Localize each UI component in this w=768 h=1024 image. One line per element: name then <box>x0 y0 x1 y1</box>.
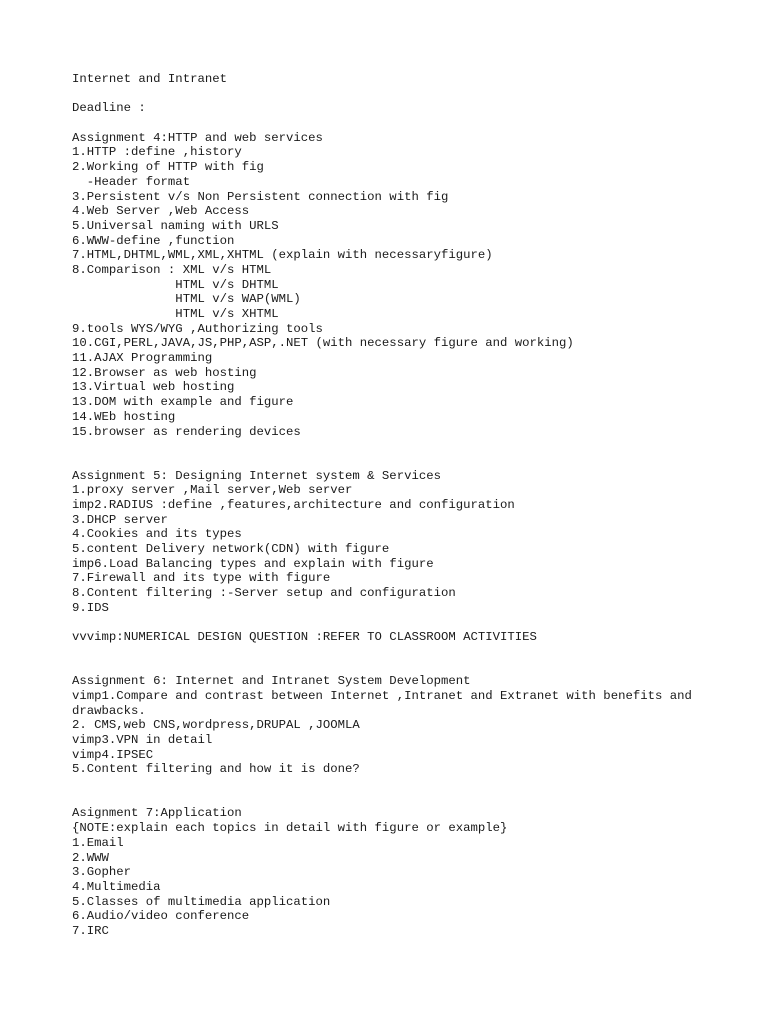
assignment-4-item: 7.HTML,DHTML,WML,XML,XHTML (explain with necessaryfigure) <box>72 248 493 263</box>
assignment-7-item: {NOTE:explain each topics in detail with figure or example} <box>72 821 508 836</box>
assignment-4-item: 5.Universal naming with URLS <box>72 218 279 233</box>
assignment-7-item: 7.IRC <box>72 923 109 938</box>
assignment-5-item: 8.Content filtering :-Server setup and configuration <box>72 586 456 601</box>
assignment-4-item: 14.WEb hosting <box>72 409 176 424</box>
assignment-4-item: 13.Virtual web hosting <box>72 380 235 395</box>
deadline-label: Deadline : <box>72 101 146 116</box>
assignment-4-item: 2.Working of HTTP with fig <box>72 160 264 175</box>
assignment-4-item: 8.Comparison : XML v/s HTML <box>72 262 272 277</box>
assignment-4-item: 11.AJAX Programming <box>72 351 213 366</box>
assignment-5-item: 3.DHCP server <box>72 512 168 527</box>
assignment-5-item: 1.proxy server ,Mail server,Web server <box>72 483 353 498</box>
assignment-7-item: 6.Audio/video conference <box>72 909 250 924</box>
assignment-4-item: 10.CGI,PERL,JAVA,JS,PHP,ASP,.NET (with necessary figure and working) <box>72 336 574 351</box>
assignment-4-item: 13.DOM with example and figure <box>72 395 294 410</box>
assignment-5-item: 5.content Delivery network(CDN) with figure <box>72 542 390 557</box>
assignment-5-item: imp6.Load Balancing types and explain with figure <box>72 556 434 571</box>
assignment-5-note: vvvimp:NUMERICAL DESIGN QUESTION :REFER TO CLASSROOM ACTIVITIES <box>72 630 537 645</box>
assignment-4-section <box>72 131 762 439</box>
assignment-6-item: 2. CMS,web CNS,wordpress,DRUPAL ,JOOMLA <box>72 718 360 733</box>
assignment-4-item: HTML v/s WAP(WML) <box>72 292 301 307</box>
assignment-5-section <box>72 469 762 645</box>
assignment-6-item: vimp1.Compare and contrast between Internet ,Intranet and Extranet with benefits and drawbacks. <box>72 688 700 718</box>
assignment-6-heading: Assignment 6: Internet and Intranet System Development <box>72 674 471 689</box>
assignment-5-heading: Assignment 5: Designing Internet system & Services <box>72 468 441 483</box>
document-body <box>72 72 762 939</box>
assignment-5-item: imp2.RADIUS :define ,features,architecture and configuration <box>72 497 515 512</box>
assignment-4-item: HTML v/s XHTML <box>72 307 279 321</box>
assignment-7-section <box>72 806 762 938</box>
spacer <box>72 116 762 131</box>
assignment-5-item: 7.Firewall and its type with figure <box>72 571 331 586</box>
assignment-4-item: 9.tools WYS/WYG ,Authorizing tools <box>72 321 323 336</box>
assignment-7-item: 2.WWW <box>72 850 109 865</box>
assignment-7-item: 4.Multimedia <box>72 879 161 894</box>
spacer <box>72 645 762 674</box>
assignment-7-heading: Asignment 7:Application <box>72 806 242 821</box>
spacer <box>72 777 762 806</box>
assignment-4-item: 12.Browser as web hosting <box>72 365 257 380</box>
assignment-4-item: -Header format <box>72 174 191 189</box>
assignment-4-item: 15.browser as rendering devices <box>72 424 301 439</box>
assignment-4-item: 4.Web Server ,Web Access <box>72 204 250 219</box>
assignment-6-section <box>72 674 762 777</box>
assignment-7-item: 5.Classes of multimedia application <box>72 894 331 909</box>
document-title: Internet and Intranet <box>72 72 227 86</box>
assignment-6-item: 5.Content filtering and how it is done? <box>72 762 360 777</box>
assignment-5-item: 4.Cookies and its types <box>72 527 242 542</box>
assignment-4-item: 6.WWW-define ,function <box>72 233 235 248</box>
assignment-4-item: 1.HTTP :define ,history <box>72 145 242 160</box>
assignment-6-item: vimp3.VPN in detail <box>72 733 213 747</box>
assignment-4-item: 3.Persistent v/s Non Persistent connection with fig <box>72 189 449 204</box>
assignment-6-item: vimp4.IPSEC <box>72 747 154 762</box>
assignment-4-item: HTML v/s DHTML <box>72 277 279 292</box>
assignment-5-item: 9.IDS <box>72 600 109 615</box>
spacer <box>72 615 762 630</box>
assignment-4-heading: Assignment 4:HTTP and web services <box>72 130 323 145</box>
assignment-7-item: 3.Gopher <box>72 865 132 880</box>
spacer <box>72 87 762 102</box>
spacer <box>72 439 762 468</box>
assignment-7-item: 1.Email <box>72 835 124 850</box>
